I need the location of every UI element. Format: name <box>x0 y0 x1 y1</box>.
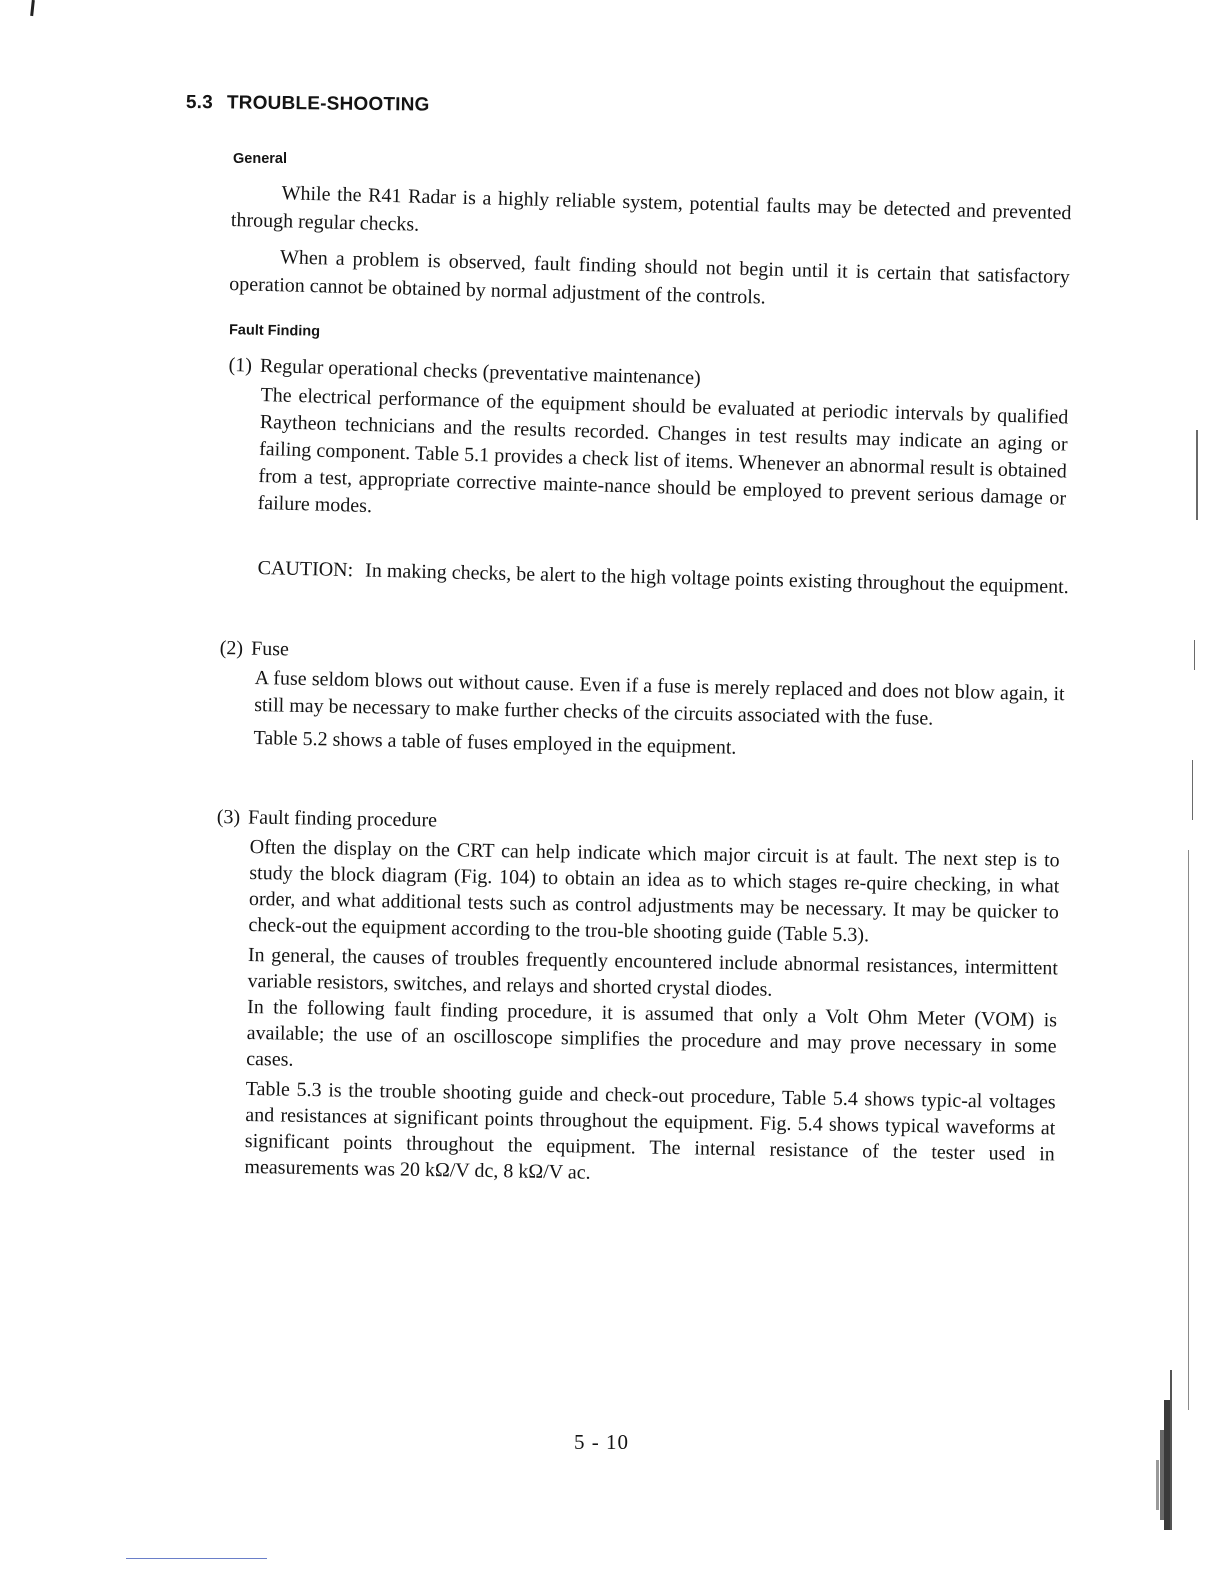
item-2-title <box>220 637 290 661</box>
item-3-body <box>244 834 1060 1193</box>
binding-shadow <box>1136 1360 1176 1540</box>
item-3-paragraph-2: In general, the causes of troubles frequently encountered include abnormal resistances, intermittent variable resistors, switches, and relays and shorted crystal diodes. <box>247 943 1059 1001</box>
scan-edge-line <box>1188 850 1189 1410</box>
item-1-paragraph: The electrical performance of the equipment should be evaluated at periodic intervals by qualified Raytheon technicians and the results recorded. Changes in test results may indicate an aging or failing component. Table 5.1 provides a check list of items. Whenever an abnormal result is obtained from a test, appropriate corrective mainte-nance should be employed to prevent serious damage or failure modes. <box>257 383 1069 518</box>
section-heading <box>186 92 430 117</box>
general-paragraph-1: While the R41 Radar is a highly reliable system, potential faults may be detected and prevented through regular checks. <box>230 182 1072 236</box>
caution-label: CAUTION: <box>257 556 354 582</box>
item-3-paragraph-4: Table 5.3 is the trouble shooting guide and check-out procedure, Table 5.4 shows typic-al voltages and resistances at significant points throughout the equipment. Fig. 5.4 shows typical waveforms at significant points throughout the equipment. The internal resistance of the tester used in measurements was 20 kΩ/V dc, 8 kΩ/V ac. <box>244 1077 1056 1184</box>
fault-finding-heading: Fault Finding <box>228 322 321 340</box>
item-2-title-text: Fuse <box>250 637 290 661</box>
item-1-body <box>257 382 1068 540</box>
item-2-paragraph-2: Table 5.2 shows a table of fuses employed in the equipment. <box>253 726 737 759</box>
item-3-number: (3) <box>216 806 241 829</box>
section-title: TROUBLE-SHOOTING <box>226 92 430 116</box>
section-number: 5.3 <box>185 92 214 114</box>
item-3-paragraph-3: In the following fault finding procedure, it is assumed that only a Volt Ohm Meter (VOM) is available; the use of an oscilloscope simplifies the procedure and may prove necessary in some cases. <box>246 995 1058 1071</box>
item-3-title <box>217 806 438 832</box>
item-2-number: (2) <box>219 637 244 660</box>
scan-bottom-rule <box>126 1558 267 1559</box>
scan-edge-line <box>1192 760 1193 820</box>
general-section <box>229 178 1072 319</box>
item-2-body <box>253 665 1065 768</box>
general-paragraph-2: When a problem is observed, fault finding should not begin until it is certain that satisfactory operation cannot be obtained by normal adjustment of the controls. <box>229 246 1071 309</box>
item-3-paragraph-1: Often the display on the CRT can help indicate which major circuit is at fault. The next step is to study the block diagram (Fig. 104) to obtain an idea as to which stages re-quire checking, in what order, and what additional tests such as control adjustments may be necessary. It may be quicker to check-out the equipment according to the trou-ble shooting guide (Table 5.3). <box>248 835 1060 947</box>
scan-edge-line <box>1196 430 1198 520</box>
item-1-title-text: Regular operational checks (preventative maintenance) <box>259 354 702 390</box>
item-3-title-text: Fault finding procedure <box>247 806 438 832</box>
caution-note <box>257 554 1069 601</box>
scan-edge-line <box>1194 640 1195 670</box>
scan-mark <box>30 0 35 16</box>
page-number: 5 - 10 <box>574 1430 629 1454</box>
item-2-paragraph-1: A fuse seldom blows out without cause. Even if a fuse is merely replaced and does not blow again, it still may be necessary to make further checks of the circuits associated with the fuse. <box>253 666 1065 730</box>
item-1-number: (1) <box>228 354 253 377</box>
general-heading: General <box>233 151 287 167</box>
caution-text: In making checks, be alert to the high voltage points existing throughout the equipment. <box>364 559 1070 599</box>
